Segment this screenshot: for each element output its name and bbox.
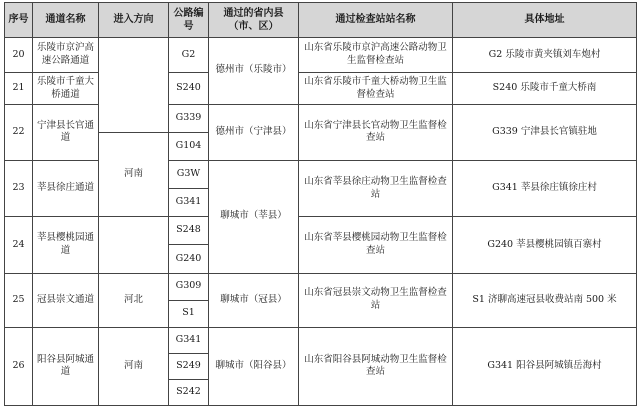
channel-cell: 阳谷县阿城通道 xyxy=(33,327,99,405)
seq-cell: 25 xyxy=(5,273,33,327)
station-cell: 山东省乐陵市千童大桥动物卫生监督检查站 xyxy=(299,73,453,104)
station-cell: 山东省莘县徐庄动物卫生监督检查站 xyxy=(299,160,453,216)
direction-cell-empty xyxy=(99,217,169,273)
road-cell: G104 xyxy=(169,132,209,160)
header-road: 公路编号 xyxy=(169,3,209,38)
seq-cell: 24 xyxy=(5,217,33,273)
station-cell: 山东省阳谷县阿城动物卫生监督检查站 xyxy=(299,327,453,405)
seq-cell: 26 xyxy=(5,327,33,405)
road-cell: G309 xyxy=(169,273,209,300)
channel-cell: 莘县樱桃园通道 xyxy=(33,217,99,273)
address-cell: G341 阳谷县阿城镇岳海村 xyxy=(453,327,637,405)
channel-cell: 乐陵市千童大桥通道 xyxy=(33,73,99,104)
address-cell: G240 莘县樱桃园镇百寨村 xyxy=(453,217,637,273)
road-cell: S1 xyxy=(169,300,209,327)
road-cell: G341 xyxy=(169,327,209,353)
road-cell: S242 xyxy=(169,379,209,405)
road-cell: S248 xyxy=(169,217,209,245)
road-cell: G240 xyxy=(169,245,209,273)
address-cell: G339 宁津县长官镇驻地 xyxy=(453,104,637,160)
station-cell: 山东省乐陵市京沪高速公路动物卫生监督检查站 xyxy=(299,38,453,73)
seq-cell: 22 xyxy=(5,104,33,160)
channel-cell: 乐陵市京沪高速公路通道 xyxy=(33,38,99,73)
road-cell: G339 xyxy=(169,104,209,132)
address-cell: G341 莘县徐庄镇徐庄村 xyxy=(453,160,637,216)
table-row xyxy=(5,327,637,353)
direction-cell: 河北 xyxy=(99,273,169,327)
address-cell: S1 济聊高速冠县收费站南 500 米 xyxy=(453,273,637,327)
station-cell: 山东省莘县樱桃园动物卫生监督检查站 xyxy=(299,217,453,273)
road-cell: G341 xyxy=(169,189,209,217)
seq-cell: 20 xyxy=(5,38,33,73)
header-county: 通过的省内县（市、区） xyxy=(209,3,299,38)
station-cell: 山东省宁津县长官动物卫生监督检查站 xyxy=(299,104,453,160)
checkpoint-table xyxy=(4,2,637,406)
road-cell: S240 xyxy=(169,73,209,104)
direction-cell: 河南 xyxy=(99,327,169,405)
table-row xyxy=(5,273,637,300)
address-cell: S240 乐陵市千童大桥南 xyxy=(453,73,637,104)
county-cell: 聊城市（冠县） xyxy=(209,273,299,327)
direction-cell-empty xyxy=(99,38,169,133)
channel-cell: 宁津县长官通道 xyxy=(33,104,99,160)
direction-cell: 河南 xyxy=(99,132,169,216)
header-direction: 进入方向 xyxy=(99,3,169,38)
header-station: 通过检查站站名称 xyxy=(299,3,453,38)
header-channel: 通道名称 xyxy=(33,3,99,38)
table-row xyxy=(5,217,637,245)
county-cell: 聊城市（莘县） xyxy=(209,160,299,273)
header-seq: 序号 xyxy=(5,3,33,38)
header-row xyxy=(5,3,637,38)
county-cell: 聊城市（阳谷县） xyxy=(209,327,299,405)
header-address: 具体地址 xyxy=(453,3,637,38)
seq-cell: 23 xyxy=(5,160,33,216)
channel-cell: 莘县徐庄通道 xyxy=(33,160,99,216)
table-row xyxy=(5,38,637,73)
address-cell: G2 乐陵市黄夹镇刘车炮村 xyxy=(453,38,637,73)
county-cell: 德州市（宁津县） xyxy=(209,104,299,160)
channel-cell: 冠县崇文通道 xyxy=(33,273,99,327)
road-cell: G2 xyxy=(169,38,209,73)
road-cell: S249 xyxy=(169,353,209,379)
county-cell: 德州市（乐陵市） xyxy=(209,38,299,105)
seq-cell: 21 xyxy=(5,73,33,104)
road-cell: G3W xyxy=(169,160,209,188)
station-cell: 山东省冠县崇文动物卫生监督检查站 xyxy=(299,273,453,327)
